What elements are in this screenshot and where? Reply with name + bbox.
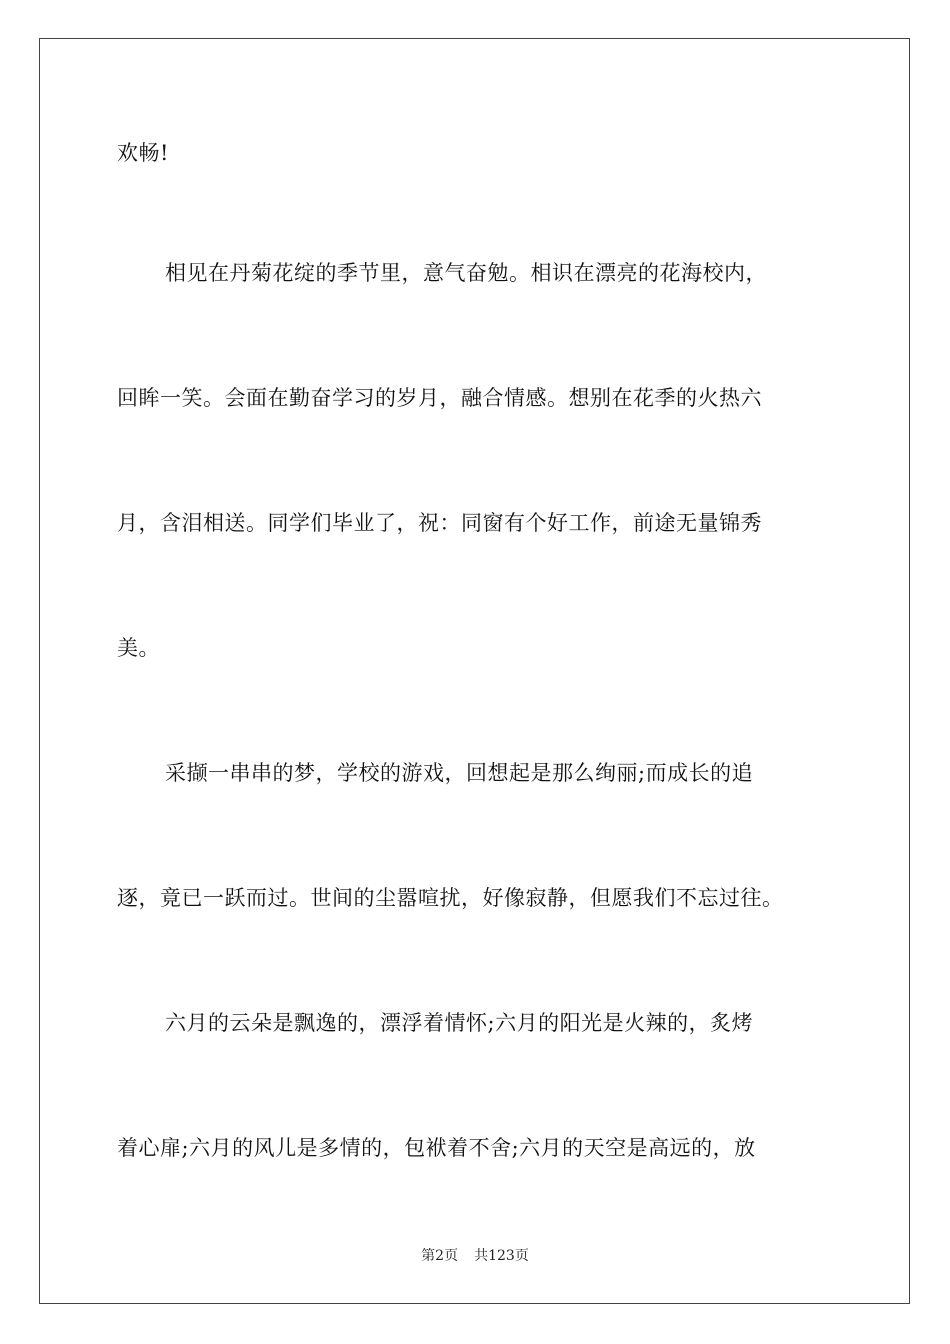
page-total: 共123页 — [474, 1248, 529, 1264]
page-frame — [39, 38, 910, 1304]
text-line: 月，含泪相送。同学们毕业了，祝：同窗有个好工作，前途无量锦秀 — [117, 511, 762, 535]
paragraph-line: 相见在丹菊花绽的季节里，意气奋勉。相识在漂亮的花海校内， — [165, 261, 767, 285]
paragraph-line: 六月的云朵是飘逸的，漂浮着情怀;六月的阳光是火辣的，炙烤 — [165, 1011, 754, 1035]
text-line: 欢畅! — [117, 141, 169, 165]
text-line: 逐，竟已一跃而过。世间的尘嚣喧扰，好像寂静，但愿我们不忘过往。 — [117, 886, 784, 910]
page-footer — [0, 1246, 950, 1266]
page-number: 第2页 — [421, 1248, 459, 1264]
text-line: 回眸一笑。会面在勤奋学习的岁月，融合情感。想别在花季的火热六 — [117, 386, 762, 410]
text-line: 着心扉;六月的风儿是多情的，包袱着不舍;六月的天空是高远的，放 — [117, 1136, 756, 1160]
text-line: 美。 — [117, 636, 160, 660]
paragraph-line: 采撷一串串的梦，学校的游戏，回想起是那么绚丽;而成长的追 — [165, 761, 754, 785]
